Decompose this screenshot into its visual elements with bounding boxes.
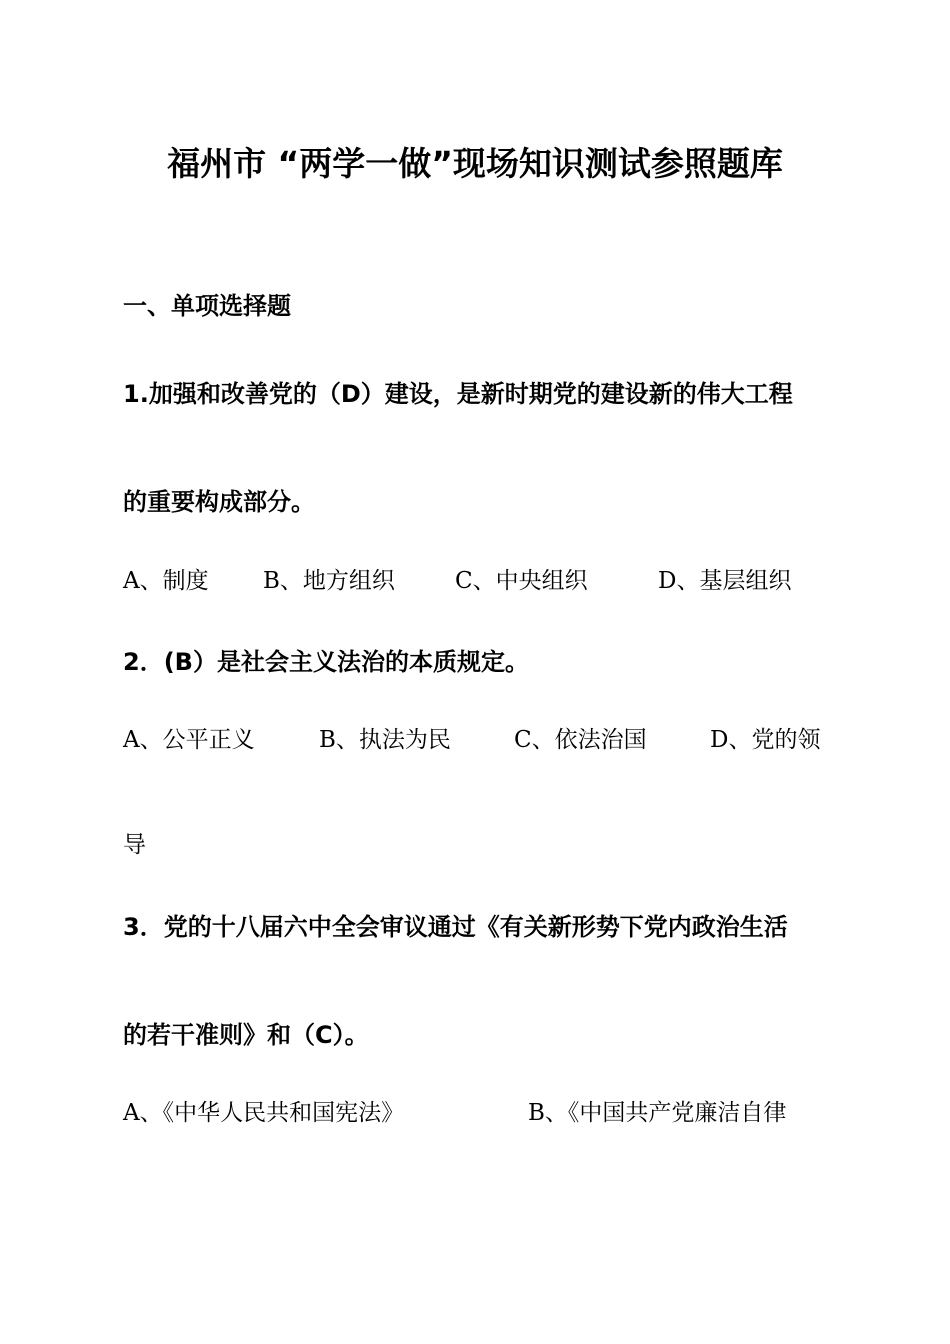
question-2-option-wrap: 导 xyxy=(123,832,146,858)
question-2-option-a: A、公平正义 xyxy=(123,727,255,753)
document-title: 福州市 “两学一做”现场知识测试参照题库 xyxy=(167,144,783,183)
question-3-line-2: 的若干准则》和（C）。 xyxy=(123,1021,369,1049)
question-1-option-c: C、中央组织 xyxy=(455,568,588,594)
question-3-line-1: 3．党的十八届六中全会审议通过《有关新形势下党内政治生活 xyxy=(123,913,788,941)
question-1-line-2: 的重要构成部分。 xyxy=(123,488,315,516)
question-2-option-c: C、依法治国 xyxy=(514,727,647,753)
question-1-option-b: B、地方组织 xyxy=(263,568,395,594)
question-3-option-b: B、《中国共产党廉洁自律 xyxy=(528,1100,787,1126)
question-2-option-b: B、执法为民 xyxy=(319,727,451,753)
question-3-option-a: A、《中华人民共和国宪法》 xyxy=(123,1100,405,1126)
question-1-option-d: D、基层组织 xyxy=(658,568,792,594)
section-heading: 一、单项选择题 xyxy=(123,292,291,320)
question-2-option-d: D、党的领 xyxy=(710,727,821,753)
question-1-option-a: A、制度 xyxy=(123,568,209,594)
question-1-line-1: 1.加强和改善党的（D）建设，是新时期党的建设新的伟大工程 xyxy=(123,380,793,408)
question-2-line-1: 2．(B）是社会主义法治的本质规定。 xyxy=(123,648,529,676)
